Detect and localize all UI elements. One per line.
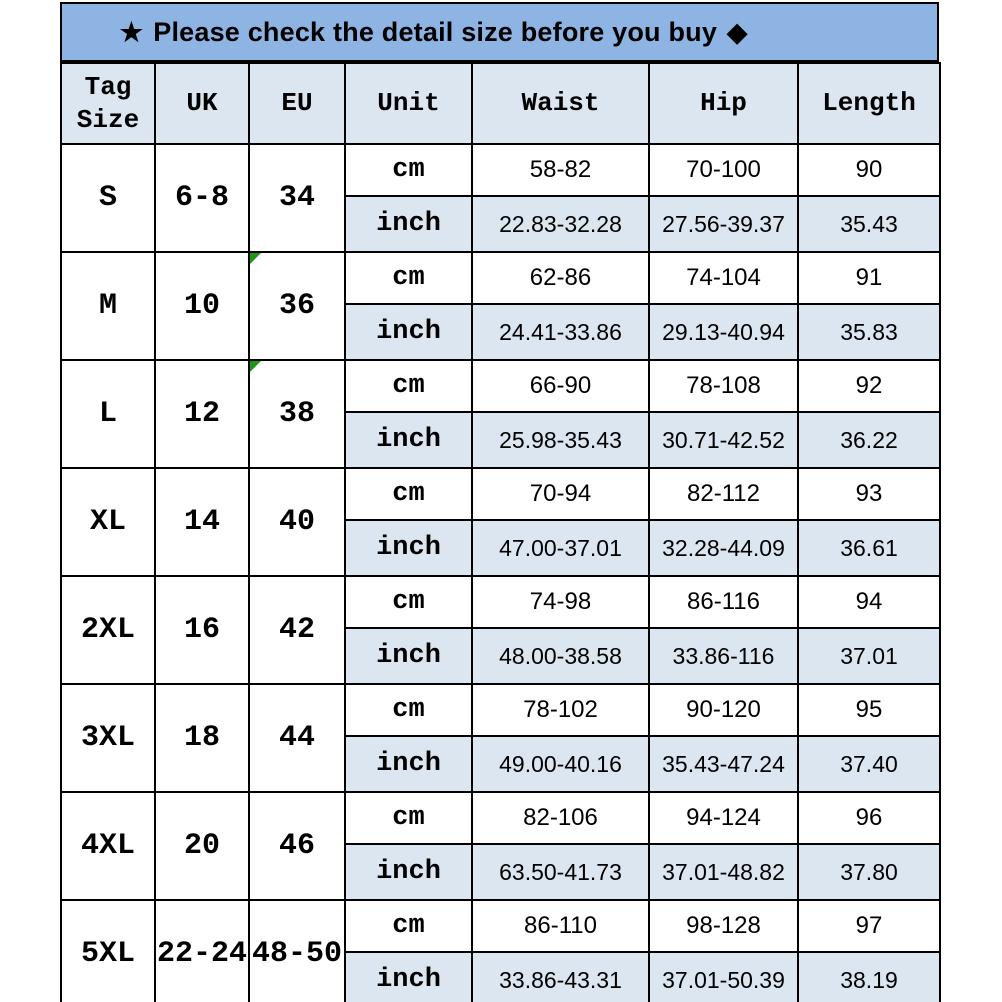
cell-eu-text: 34 bbox=[278, 181, 315, 215]
cell-unit-inch-text: inch bbox=[376, 425, 441, 455]
cell-waist-cm-text: 78-102 bbox=[523, 696, 598, 723]
cell-unit-cm bbox=[345, 360, 472, 412]
cell-hip-inch-text: 27.56-39.37 bbox=[662, 210, 785, 237]
cell-tag-size-text: 5XL bbox=[80, 937, 135, 971]
cell-tag-size-text: M bbox=[98, 289, 117, 323]
cell-waist-cm-text: 66-90 bbox=[529, 372, 592, 399]
cell-unit-cm bbox=[345, 144, 472, 196]
cell-eu bbox=[249, 900, 345, 1002]
cell-length-cm-text: 91 bbox=[855, 264, 883, 291]
notice-banner bbox=[60, 2, 939, 62]
cell-tag-size bbox=[61, 468, 155, 576]
cell-waist-cm bbox=[472, 900, 649, 952]
cell-waist-inch bbox=[472, 196, 649, 252]
cell-tag-size bbox=[61, 684, 155, 792]
cell-length-inch bbox=[798, 844, 940, 900]
cell-hip-inch bbox=[649, 736, 798, 792]
cell-waist-cm-text: 82-106 bbox=[523, 804, 598, 831]
cell-waist-inch-text: 63.50-41.73 bbox=[499, 858, 622, 885]
cell-tag-size bbox=[61, 144, 155, 252]
cell-waist-cm bbox=[472, 792, 649, 844]
cell-length-inch bbox=[798, 736, 940, 792]
cell-length-inch-text: 38.19 bbox=[840, 966, 898, 993]
cell-hip-inch bbox=[649, 412, 798, 468]
cell-waist-inch-text: 49.00-40.16 bbox=[499, 750, 622, 777]
cell-eu bbox=[249, 360, 345, 468]
cell-hip-cm bbox=[649, 576, 798, 628]
cell-waist-inch bbox=[472, 412, 649, 468]
cell-hip-inch bbox=[649, 304, 798, 360]
cell-hip-inch-text: 32.28-44.09 bbox=[662, 534, 785, 561]
cell-waist-cm-text: 86-110 bbox=[524, 912, 597, 939]
cell-hip-cm-text: 82-112 bbox=[687, 480, 760, 507]
cell-eu-text: 38 bbox=[278, 397, 315, 431]
cell-uk-text: 12 bbox=[183, 397, 220, 431]
cell-tag-size bbox=[61, 792, 155, 900]
cell-unit-cm bbox=[345, 900, 472, 952]
cell-unit-cm bbox=[345, 792, 472, 844]
cell-hip-cm-text: 70-100 bbox=[686, 156, 761, 183]
cell-hip-cm-text: 94-124 bbox=[686, 804, 761, 831]
cell-waist-cm bbox=[472, 468, 649, 520]
cell-uk bbox=[155, 900, 249, 1002]
cell-length-inch-text: 35.83 bbox=[840, 318, 898, 345]
cell-length-inch-text: 36.61 bbox=[840, 534, 898, 561]
cell-uk-text: 10 bbox=[183, 289, 220, 323]
col-header-length: Length bbox=[798, 63, 940, 144]
cell-length-cm-text: 96 bbox=[855, 804, 883, 831]
cell-length-inch-text: 36.22 bbox=[840, 426, 898, 453]
header-row bbox=[61, 63, 940, 144]
cell-uk-text: 14 bbox=[183, 505, 220, 539]
cell-waist-cm bbox=[472, 576, 649, 628]
table-row bbox=[61, 900, 940, 952]
excel-error-marker-icon bbox=[250, 361, 261, 372]
cell-waist-inch-text: 24.41-33.86 bbox=[499, 318, 622, 345]
cell-hip-cm-text: 78-108 bbox=[686, 372, 761, 399]
cell-length-inch-text: 37.40 bbox=[840, 750, 898, 777]
cell-unit-cm bbox=[345, 468, 472, 520]
cell-length-inch bbox=[798, 952, 940, 1002]
cell-length-inch bbox=[798, 628, 940, 684]
cell-uk bbox=[155, 684, 249, 792]
cell-unit-inch-text: inch bbox=[376, 533, 441, 563]
cell-unit-cm bbox=[345, 684, 472, 736]
table-row bbox=[61, 360, 940, 412]
cell-unit-inch bbox=[345, 520, 472, 576]
col-header-tag-size: Tag Size bbox=[61, 63, 155, 144]
cell-length-cm bbox=[798, 684, 940, 736]
cell-length-cm bbox=[798, 792, 940, 844]
cell-eu-text: 46 bbox=[278, 829, 315, 863]
cell-eu bbox=[249, 576, 345, 684]
cell-length-cm bbox=[798, 576, 940, 628]
cell-length-cm bbox=[798, 360, 940, 412]
cell-unit-inch bbox=[345, 412, 472, 468]
cell-waist-cm-text: 70-94 bbox=[529, 480, 592, 507]
cell-eu-text: 42 bbox=[278, 613, 315, 647]
cell-eu bbox=[249, 252, 345, 360]
cell-hip-inch-text: 30.71-42.52 bbox=[662, 426, 785, 453]
cell-hip-inch bbox=[649, 628, 798, 684]
cell-length-cm bbox=[798, 468, 940, 520]
cell-tag-size-text: 4XL bbox=[80, 829, 135, 863]
cell-uk bbox=[155, 792, 249, 900]
excel-error-marker-icon bbox=[250, 253, 261, 264]
cell-uk bbox=[155, 252, 249, 360]
cell-hip-cm-text: 74-104 bbox=[686, 264, 761, 291]
cell-uk bbox=[155, 576, 249, 684]
cell-hip-cm bbox=[649, 900, 798, 952]
cell-unit-inch-text: inch bbox=[376, 749, 441, 779]
cell-eu-text: 40 bbox=[278, 505, 315, 539]
cell-unit-cm bbox=[345, 252, 472, 304]
cell-hip-inch-text: 35.43-47.24 bbox=[662, 750, 785, 777]
cell-unit-inch-text: inch bbox=[376, 641, 441, 671]
cell-tag-size-text: XL bbox=[89, 505, 126, 539]
cell-tag-size-text: 2XL bbox=[80, 613, 135, 647]
cell-hip-inch bbox=[649, 520, 798, 576]
cell-hip-cm-text: 86-116 bbox=[687, 588, 760, 615]
cell-hip-inch bbox=[649, 196, 798, 252]
cell-uk-text: 18 bbox=[183, 721, 220, 755]
cell-unit-cm-text: cm bbox=[392, 263, 425, 293]
cell-tag-size-text: L bbox=[98, 397, 117, 431]
cell-length-inch bbox=[798, 196, 940, 252]
cell-unit-cm-text: cm bbox=[392, 911, 425, 941]
cell-length-inch bbox=[798, 304, 940, 360]
col-header-unit: Unit bbox=[345, 63, 472, 144]
cell-unit-inch-text: inch bbox=[376, 857, 441, 887]
cell-uk bbox=[155, 144, 249, 252]
cell-unit-inch bbox=[345, 736, 472, 792]
cell-uk bbox=[155, 468, 249, 576]
table-row bbox=[61, 792, 940, 844]
cell-hip-inch bbox=[649, 952, 798, 1002]
cell-tag-size bbox=[61, 576, 155, 684]
cell-length-inch bbox=[798, 412, 940, 468]
cell-hip-inch-text: 37.01-48.82 bbox=[662, 858, 785, 885]
table-row bbox=[61, 144, 940, 196]
cell-tag-size-text: S bbox=[98, 181, 117, 215]
cell-unit-inch bbox=[345, 952, 472, 1002]
cell-waist-cm bbox=[472, 360, 649, 412]
cell-hip-inch bbox=[649, 844, 798, 900]
cell-hip-cm bbox=[649, 684, 798, 736]
cell-waist-cm-text: 58-82 bbox=[529, 156, 592, 183]
col-header-waist: Waist bbox=[472, 63, 649, 144]
cell-hip-inch-text: 29.13-40.94 bbox=[662, 318, 785, 345]
cell-tag-size-text: 3XL bbox=[80, 721, 135, 755]
cell-waist-inch bbox=[472, 628, 649, 684]
cell-eu bbox=[249, 684, 345, 792]
cell-unit-inch-text: inch bbox=[376, 209, 441, 239]
col-header-eu: EU bbox=[249, 63, 345, 144]
cell-hip-inch-text: 37.01-50.39 bbox=[662, 966, 785, 993]
cell-waist-cm-text: 74-98 bbox=[529, 588, 592, 615]
cell-waist-inch-text: 22.83-32.28 bbox=[499, 210, 622, 237]
cell-unit-cm-text: cm bbox=[392, 371, 425, 401]
diamond-icon: ◆ bbox=[727, 16, 748, 47]
cell-unit-cm-text: cm bbox=[392, 803, 425, 833]
cell-uk bbox=[155, 360, 249, 468]
cell-tag-size bbox=[61, 360, 155, 468]
cell-uk-text: 22-24 bbox=[156, 937, 247, 971]
table-row bbox=[61, 252, 940, 304]
col-header-hip: Hip bbox=[649, 63, 798, 144]
cell-unit-inch bbox=[345, 628, 472, 684]
cell-length-cm bbox=[798, 900, 940, 952]
cell-tag-size bbox=[61, 252, 155, 360]
table-row bbox=[61, 576, 940, 628]
cell-length-cm-text: 92 bbox=[855, 372, 883, 399]
cell-waist-inch-text: 25.98-35.43 bbox=[499, 426, 622, 453]
cell-eu bbox=[249, 468, 345, 576]
cell-waist-inch bbox=[472, 952, 649, 1002]
cell-unit-inch-text: inch bbox=[376, 317, 441, 347]
cell-hip-cm bbox=[649, 252, 798, 304]
notice-text: Please check the detail size before you buy bbox=[153, 16, 718, 47]
table-row bbox=[61, 684, 940, 736]
cell-waist-cm-text: 62-86 bbox=[529, 264, 592, 291]
cell-uk-text: 20 bbox=[183, 829, 220, 863]
cell-eu bbox=[249, 792, 345, 900]
cell-hip-cm bbox=[649, 360, 798, 412]
cell-uk-text: 16 bbox=[183, 613, 220, 647]
cell-hip-cm bbox=[649, 144, 798, 196]
cell-eu-text: 36 bbox=[278, 289, 315, 323]
cell-length-cm-text: 90 bbox=[855, 156, 883, 183]
cell-length-cm-text: 97 bbox=[855, 912, 883, 939]
cell-unit-cm bbox=[345, 576, 472, 628]
cell-unit-inch bbox=[345, 304, 472, 360]
cell-length-cm-text: 93 bbox=[855, 480, 883, 507]
cell-eu-text: 44 bbox=[278, 721, 315, 755]
cell-waist-inch bbox=[472, 844, 649, 900]
cell-unit-inch-text: inch bbox=[376, 965, 441, 995]
cell-unit-cm-text: cm bbox=[392, 479, 425, 509]
cell-waist-cm bbox=[472, 144, 649, 196]
cell-waist-inch bbox=[472, 736, 649, 792]
cell-waist-inch bbox=[472, 304, 649, 360]
cell-eu-text: 48-50 bbox=[251, 937, 342, 971]
size-chart-table bbox=[60, 62, 941, 1002]
cell-length-inch-text: 37.80 bbox=[840, 858, 898, 885]
cell-length-cm bbox=[798, 144, 940, 196]
cell-waist-inch-text: 47.00-37.01 bbox=[499, 534, 622, 561]
cell-length-inch-text: 37.01 bbox=[840, 642, 898, 669]
cell-unit-cm-text: cm bbox=[392, 695, 425, 725]
cell-length-cm-text: 94 bbox=[855, 588, 883, 615]
table-row bbox=[61, 468, 940, 520]
cell-length-inch-text: 35.43 bbox=[840, 210, 898, 237]
cell-waist-cm bbox=[472, 252, 649, 304]
cell-waist-inch-text: 48.00-38.58 bbox=[499, 642, 622, 669]
cell-unit-cm-text: cm bbox=[392, 155, 425, 185]
cell-hip-cm-text: 90-120 bbox=[686, 696, 761, 723]
cell-hip-cm-text: 98-128 bbox=[686, 912, 761, 939]
cell-tag-size bbox=[61, 900, 155, 1002]
cell-eu bbox=[249, 144, 345, 252]
cell-hip-cm bbox=[649, 468, 798, 520]
cell-waist-inch-text: 33.86-43.31 bbox=[499, 966, 622, 993]
cell-length-cm bbox=[798, 252, 940, 304]
cell-hip-inch-text: 33.86-116 bbox=[672, 642, 775, 669]
cell-unit-inch bbox=[345, 196, 472, 252]
cell-length-cm-text: 95 bbox=[855, 696, 883, 723]
cell-unit-cm-text: cm bbox=[392, 587, 425, 617]
col-header-uk: UK bbox=[155, 63, 249, 144]
cell-hip-cm bbox=[649, 792, 798, 844]
cell-waist-inch bbox=[472, 520, 649, 576]
cell-length-inch bbox=[798, 520, 940, 576]
cell-waist-cm bbox=[472, 684, 649, 736]
star-icon: ★ bbox=[119, 16, 144, 47]
cell-unit-inch bbox=[345, 844, 472, 900]
cell-uk-text: 6-8 bbox=[174, 181, 229, 215]
